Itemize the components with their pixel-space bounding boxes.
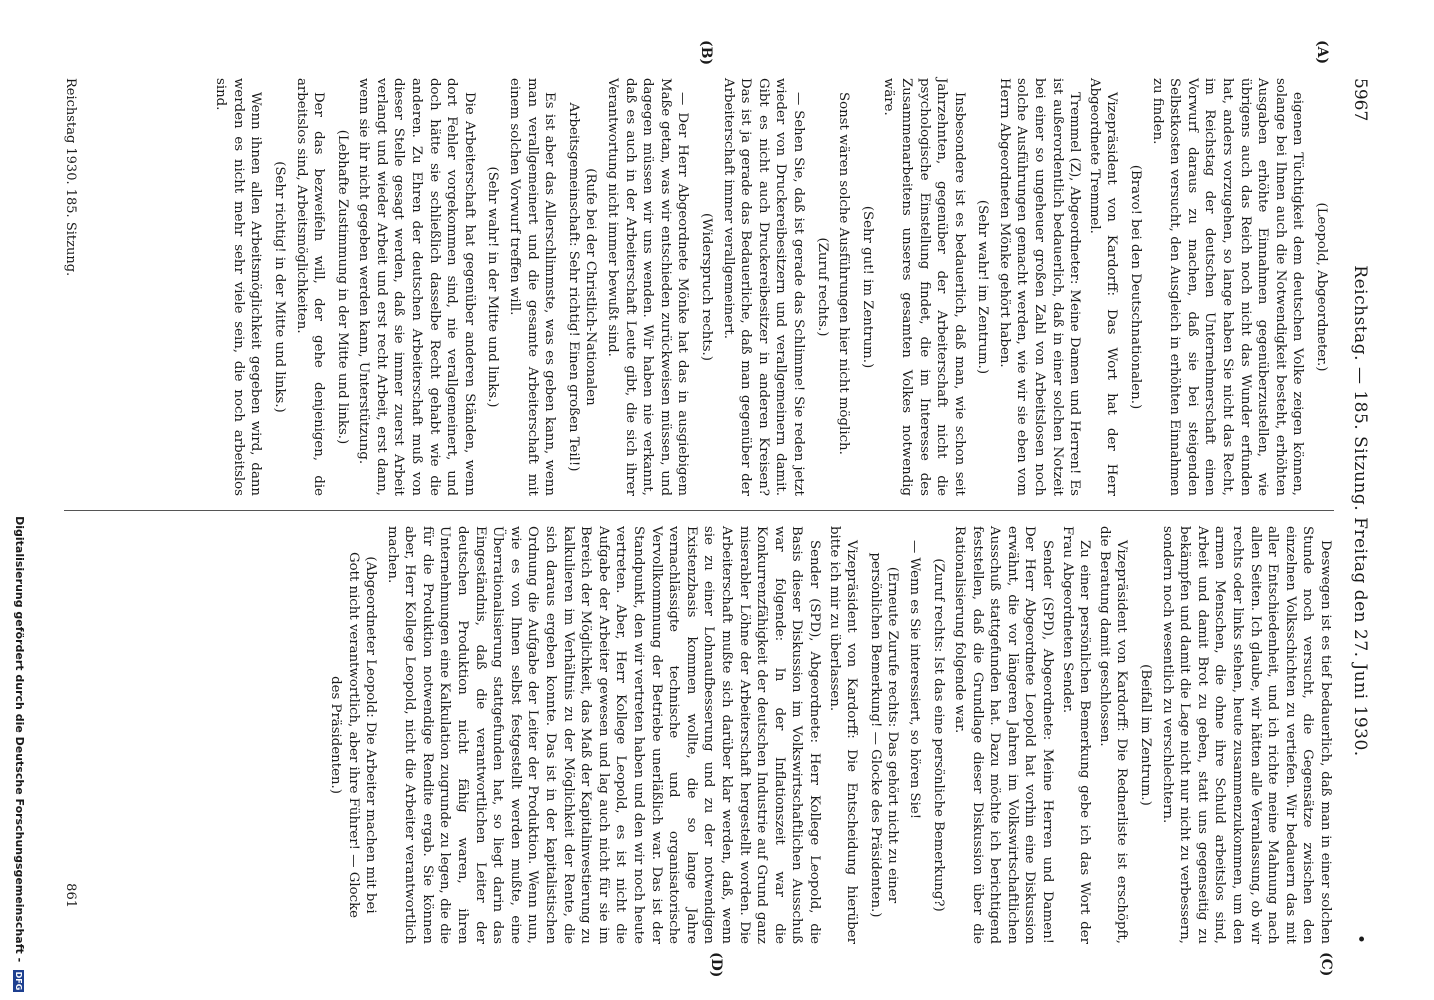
paragraph: Wenn ihnen allen Arbeitsmöglichkeit gegeben wird, dann werden es nicht mehr sehr viele sein, die noch arbeitslos sind. xyxy=(213,78,264,496)
paragraph: Sender (SPD), Abgeordnete: Meine Herren und Damen! Der Herr Abgeordnete Leopold hat vorhin eine Diskussion erwähnt, die vor längeren Jahren im Volkswirtschaftlichen Ausschuß stattgefunden hat. Dazu möchte ich berichtigend feststellen, daß die Grundlage dieser Diskussion über die Rationalisierung folgende war. xyxy=(952,526,1056,944)
left-column xyxy=(210,78,1334,496)
interjection: (Abgeordneter Leopold: Die Arbeiter machen mit bei Gott nicht verantwortlich, aber ihre Führer! — Glocke des Präsidenten.) xyxy=(327,551,379,918)
interjection: (Lebhafte Zustimmung in der Mitte und links.) xyxy=(334,129,350,445)
paragraph: Vizepräsident von Kardorff: Die Rednerliste ist erschöpft, die Beratung damit geschlossen. xyxy=(1096,526,1130,944)
dfg-logo: DFG xyxy=(14,971,24,991)
column-divider xyxy=(64,510,1334,511)
page-mark: • xyxy=(1350,933,1370,944)
margin-letter-a: (A) xyxy=(1314,40,1330,65)
paragraph: Zu einer persönlichen Bemerkung gebe ich das Wort der Frau Abgeordneten Sender. xyxy=(1059,526,1093,944)
session-title: Reichstag. — 185. Sitzung. Freitag den 27. Juni 1930. xyxy=(1350,265,1370,757)
paragraph: Tremmel (Z), Abgeordneter: Meine Damen und Herren! Es ist außerordentlich bedauerlich, daß in einer solchen Notzeit bei einer so ungeheuer großen Zahl von Arbeitslosen noch solche Ausführungen gemacht werden, wie wir sie eben vom Herrn Abgeordneten Mönke gehört haben. xyxy=(996,78,1083,496)
footer-session: Reichstag 1930. 185. Sitzung. xyxy=(63,78,78,277)
interjection: (Leopold, Abgeordneter.) xyxy=(1314,202,1329,372)
paragraph: Es ist aber das Allerschlimmste, was es geben kann, wenn man verallgemeinert und die gesamte Arbeiterschaft mit einem solchen Vorwurf treffen will. xyxy=(507,78,558,496)
paragraph: Sonst wären solche Ausführungen hier nicht möglich. xyxy=(836,92,852,455)
paragraph: — Wenn es Sie interessiert, so hören Sie! xyxy=(906,540,922,820)
interjection: (Zuruf rechts.) xyxy=(814,237,830,337)
margin-letter-b: (B) xyxy=(698,40,714,66)
paragraph: eigenen Tüchtigkeit dem deutschen Volke zeigen können, solange bei Ihnen auch die Notwendigkeit besteht, erhöhten Ausgaben erhöhte Einnahmen gegenüberzustellen, wie übrigens auch das Reich noch nicht das Wunder erfunden hat, anders vorzugehen, so lange haben Sie nicht das Recht, im Reichstag der deutschen Unternehmerschaft einen Vorwurf daraus zu machen, daß sie bei steigenden Selbstkosten versucht, den Ausgleich in erhöhten Einnahmen zu finden. xyxy=(1149,78,1306,496)
interjection: (Erneute Zurufe rechts: Das gehört nicht zu einer persönlichen Bemerkung! — Glocke des Präsidenten.) xyxy=(867,552,901,918)
footer-page-number: 861 xyxy=(63,883,78,908)
paragraph: Vizepräsident von Kardorff: Das Wort hat der Herr Abgeordnete Tremmel. xyxy=(1086,78,1120,496)
digitization-note xyxy=(6,0,26,1000)
paragraph: — Der Herr Abgeordnete Mönke hat das in ausgiebigem Maße getan, was wir entschieden zurückweisen müssen, und dagegen müssen wir uns wenden. Wir haben nie verkannt, daß es auch in der Arbeiterschaft Leute gibt, die sich ihrer Verantwortung nicht immer bewußt sind. xyxy=(605,78,691,496)
interjection: (Rufe bei der Christlich-Nationalen Arbeitsgemeinschaft: Sehr richtig! Einen großen Teil!) xyxy=(565,102,599,472)
paragraph: Vizepräsident von Kardorff: Die Entscheidung hierüber bitte ich mir zu überlassen. xyxy=(826,526,860,944)
margin-letter-c: (C) xyxy=(1318,952,1334,977)
digitization-text: Digitalisierung gefördert durch die Deutsche Forschungsgemeinschaft - xyxy=(13,516,26,963)
interjection: (Sehr wahr! im Zentrum.) xyxy=(975,199,991,375)
paragraph: — Sehen Sie, daß ist gerade das Schlimme! Sie reden jetzt wieder von Druckereibesitzern und verallgemeinern damit. Gibt es nicht auch Druckereibesitzer in anderen Kreisen? Das ist ja gerade das Bedauerliche, daß man gegenüber der Arbeiterschaft immer verallgemeinert. xyxy=(720,78,806,496)
interjection: (Sehr gut! im Zentrum.) xyxy=(859,205,875,369)
right-column xyxy=(320,526,1334,944)
paragraph: Der das bezweifeln will, der gehe denjenigen, die arbeitslos sind, Arbeitsmöglichkeiten. xyxy=(293,78,327,496)
interjection: (Sehr wahr! in der Mitte und links.) xyxy=(485,166,501,408)
paragraph: Sender (SPD), Abgeordnete: Herr Kollege Leopold, die Basis dieser Diskussion im Volkswirtschaftlichen Ausschuß war folgende: In der Inflationszeit war die Konkurrenzfähigkeit der deutschen Industrie auf Grund ganz miserabler Löhne der Arbeiterschaft hergestellt worden. Die Arbeiterschaft mußte sich darüber klar werden, daß, wenn sie zu einer Lohnaufbesserung und zu der notwendigen Existenzbasis kommen wollte, die so lange Jahre vernachlässigte technische und organisatorische Vervollkommnung der Betriebe unerläßlich war. Das ist der Standpunkt, den wir vertreten haben und den wir noch heute vertreten. Aber, Herr Kollege Leopold, es ist nicht die Aufgabe der Arbeiter gewesen und lag auch nicht für sie im Bereich der Möglichkeit, das Maß der Kapitalinvestierung zu kalkulieren im Verhältnis zu der Möglichkeit der Rente, die sich daraus ergeben konnte. Das ist in der kapitalistischen Ordnung die Aufgabe der Leiter der Produktion. Wenn nun, wie es von Ihnen selbst festgestellt werden mußte, eine Überrationalisierung stattgefunden hat, so liegt darin das Eingeständnis, daß die verantwortlichen Leiter der deutschen Produktion nicht fähig waren, ihren Unternehmungen eine Kalkulation zugrunde zu legen, die die für die Produktion notwendige Rendite ergab. Sie können aber, Herr Kollege Leopold, nicht die Arbeiter verantwortlich machen. xyxy=(384,526,822,944)
page-number: 5967 xyxy=(1350,78,1370,122)
interjection: (Bravo! bei den Deutschnationalen.) xyxy=(1128,164,1144,410)
paragraph: Deswegen ist es tief bedauerlich, daß man in einer solchen Stunde noch versucht, die Gegensätze zwischen den einzelnen Volksschichten zu vertiefen. Wir bedauern das mit aller Entschiedenheit, und ich richte meine Mahnung nach allen Seiten. Ich glaube, wir hätten alle Veranlassung, ob wir rechts oder links stehen, heute zusammenzukommen, um den armen Menschen, die ohne ihre Schuld arbeitslos sind, Arbeit und damit Brot zu geben, statt uns gegenseitig zu bekämpfen und damit die Lage nicht nur nicht zu verbessern, sondern noch wesentlich zu verschlechtern. xyxy=(1159,526,1333,944)
interjection: (Zuruf rechts: Ist das eine persönliche Bemerkung?) xyxy=(930,558,946,912)
interjection: (Beifall im Zentrum.) xyxy=(1138,664,1154,806)
interjection: (Sehr richtig! in der Mitte und links.) xyxy=(271,161,287,413)
interjection: (Widerspruch rechts.) xyxy=(699,213,714,361)
running-head xyxy=(1342,78,1376,944)
paragraph: Insbesondere ist es bedauerlich, daß man, wie schon seit Jahrzehnten, gegenüber der Arbeiterschaft nicht die psychologische Einstellung findet, die im Interesse des Zusammenarbeitens unseres gesamten Volkes notwendig wäre. xyxy=(881,78,967,496)
paragraph: Die Arbeiterschaft hat gegenüber anderen Ständen, wenn dort Fehler vorgekommen sind, nie verallgemeinert, und doch hätte sie schließlich dasselbe Recht gehabt wie die anderen. Zu Ehren der deutschen Arbeiterschaft muß von dieser Stelle gesagt werden, daß sie immer zuerst Arbeit verlangt und wieder Arbeit und erst recht Arbeit, erst dann, wenn sie ihr nicht gegeben werden kann, Unterstützung. xyxy=(356,78,477,496)
margin-letter-d: (D) xyxy=(708,952,724,978)
